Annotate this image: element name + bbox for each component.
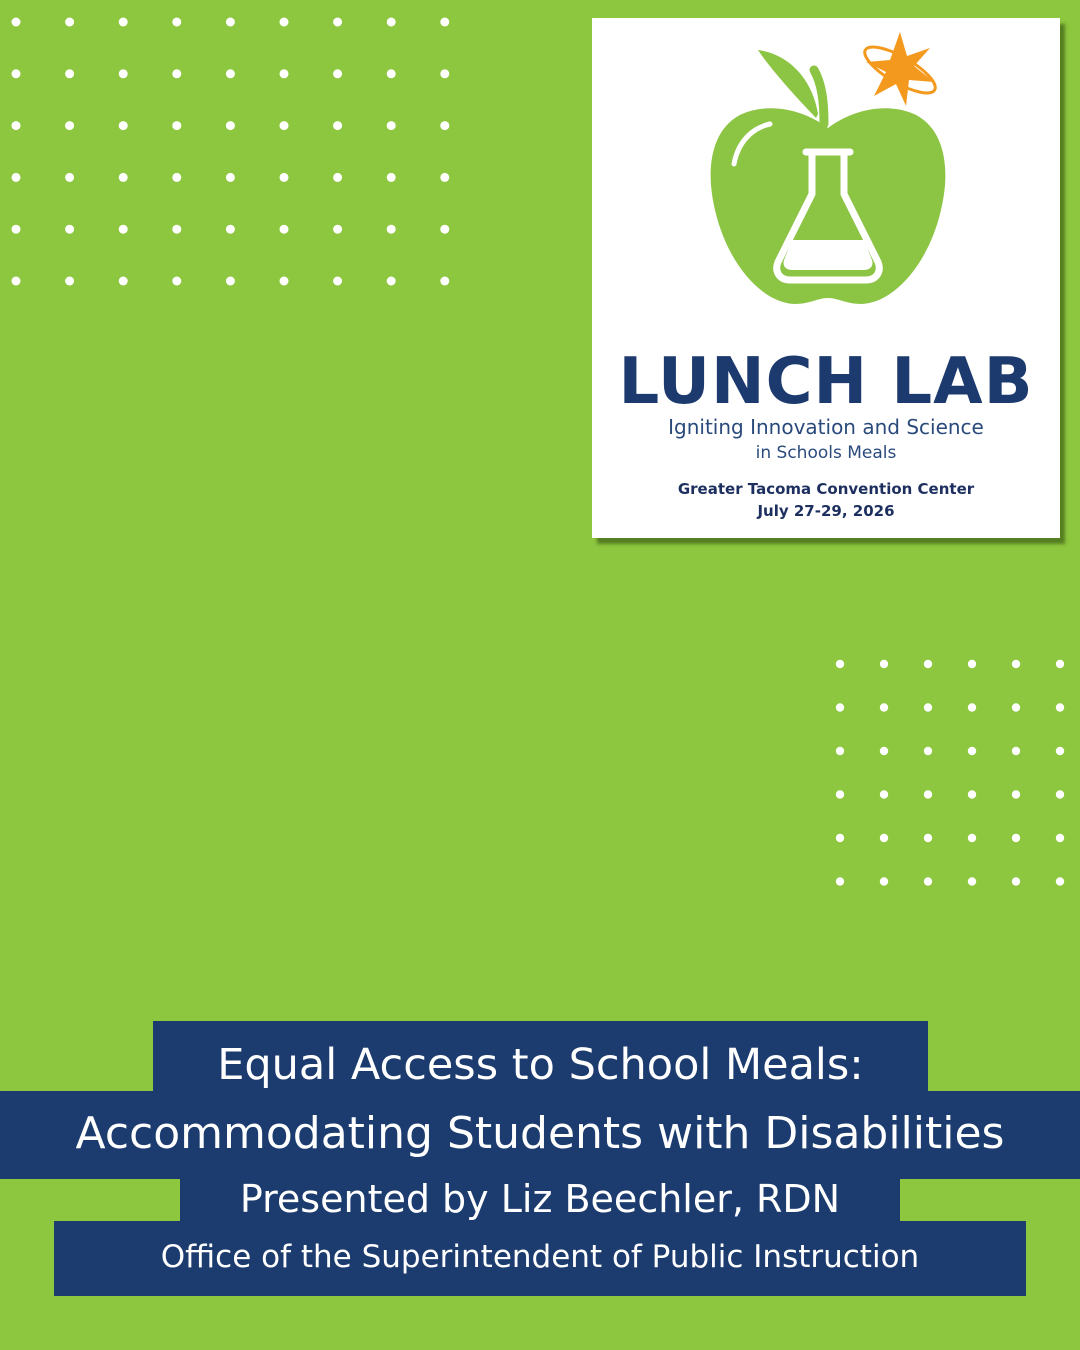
decorative-dot (280, 18, 289, 27)
logo-tagline-line2: in Schools Meals (755, 443, 897, 463)
decorative-dot (119, 277, 128, 286)
decorative-dot (226, 277, 235, 286)
decorative-dot (333, 121, 342, 130)
decorative-dot (226, 121, 235, 130)
decorative-dot (1012, 747, 1020, 755)
dot-pattern-right (820, 645, 1080, 895)
decorative-dot (172, 225, 181, 234)
decorative-dot (1056, 834, 1064, 842)
decorative-dot (387, 121, 396, 130)
dot-pattern-top-left (0, 0, 470, 300)
decorative-dot (968, 790, 976, 798)
decorative-dot (172, 173, 181, 182)
decorative-dot (119, 18, 128, 27)
decorative-dot (65, 18, 74, 27)
decorative-dot (836, 877, 844, 885)
decorative-dot (333, 277, 342, 286)
decorative-dot (119, 173, 128, 182)
decorative-dot (880, 747, 888, 755)
decorative-dot (65, 121, 74, 130)
decorative-dot (172, 277, 181, 286)
decorative-dot (387, 18, 396, 27)
decorative-dot (333, 18, 342, 27)
logo-title: LUNCH LAB (618, 345, 1034, 419)
decorative-dot (924, 790, 932, 798)
decorative-dot (65, 69, 74, 78)
dots-right-svg (820, 645, 1080, 895)
decorative-dot (12, 69, 21, 78)
decorative-dot (387, 225, 396, 234)
decorative-dot (172, 69, 181, 78)
decorative-dot (12, 121, 21, 130)
decorative-dot (12, 18, 21, 27)
dots-top-svg (0, 0, 470, 300)
decorative-dot (968, 703, 976, 711)
lunch-lab-logo-card (592, 18, 1060, 538)
decorative-dot (1012, 660, 1020, 668)
decorative-dot (1012, 703, 1020, 711)
decorative-dot (440, 18, 449, 27)
decorative-dot (440, 121, 449, 130)
decorative-dot (65, 225, 74, 234)
event-dates: July 27-29, 2026 (757, 502, 895, 520)
decorative-dot (880, 660, 888, 668)
decorative-dot (387, 277, 396, 286)
decorative-dot (226, 225, 235, 234)
decorative-dot (968, 747, 976, 755)
organization-label: Office of the Superintendent of Public Instruction (54, 1221, 1026, 1296)
decorative-dot (924, 660, 932, 668)
decorative-dot (924, 703, 932, 711)
decorative-dot (65, 173, 74, 182)
decorative-dot (968, 660, 976, 668)
decorative-dot (880, 834, 888, 842)
decorative-dot (440, 173, 449, 182)
decorative-dot (968, 877, 976, 885)
decorative-dot (968, 834, 976, 842)
atom-star-icon (859, 32, 941, 106)
decorative-dot (280, 225, 289, 234)
decorative-dot (226, 18, 235, 27)
decorative-dot (924, 834, 932, 842)
decorative-dot (172, 18, 181, 27)
presenter-label: Presented by Liz Beechler, RDN (180, 1179, 900, 1221)
decorative-dot (1056, 790, 1064, 798)
decorative-dot (387, 69, 396, 78)
decorative-dot (172, 121, 181, 130)
decorative-dot (333, 69, 342, 78)
leaf-icon (758, 50, 818, 118)
decorative-dot (1012, 790, 1020, 798)
decorative-dot (836, 703, 844, 711)
decorative-dot (1056, 660, 1064, 668)
decorative-dot (880, 703, 888, 711)
decorative-dot (12, 277, 21, 286)
decorative-dot (280, 173, 289, 182)
decorative-dot (333, 225, 342, 234)
decorative-dot (440, 225, 449, 234)
decorative-dot (836, 790, 844, 798)
decorative-dot (880, 877, 888, 885)
logo-tagline-line1: Igniting Innovation and Science (668, 415, 984, 439)
decorative-dot (226, 69, 235, 78)
decorative-dot (12, 173, 21, 182)
decorative-dot (924, 877, 932, 885)
decorative-dot (280, 69, 289, 78)
decorative-dot (119, 69, 128, 78)
session-title-line1: Equal Access to School Meals: (153, 1021, 928, 1091)
decorative-dot (333, 173, 342, 182)
decorative-dot (65, 277, 74, 286)
decorative-dot (387, 173, 396, 182)
apple-flask-logo-icon (592, 18, 1060, 338)
event-venue: Greater Tacoma Convention Center (677, 480, 975, 498)
decorative-dot (880, 790, 888, 798)
decorative-dot (440, 277, 449, 286)
decorative-dot (1056, 877, 1064, 885)
decorative-dot (280, 277, 289, 286)
decorative-dot (924, 747, 932, 755)
decorative-dot (836, 660, 844, 668)
decorative-dot (1012, 834, 1020, 842)
session-title-line2: Accommodating Students with Disabilities (0, 1091, 1080, 1179)
decorative-dot (119, 121, 128, 130)
decorative-dot (1012, 877, 1020, 885)
decorative-dot (226, 173, 235, 182)
decorative-dot (836, 834, 844, 842)
decorative-dot (119, 225, 128, 234)
decorative-dot (280, 121, 289, 130)
decorative-dot (440, 69, 449, 78)
decorative-dot (1056, 747, 1064, 755)
decorative-dot (1056, 703, 1064, 711)
decorative-dot (12, 225, 21, 234)
decorative-dot (836, 747, 844, 755)
